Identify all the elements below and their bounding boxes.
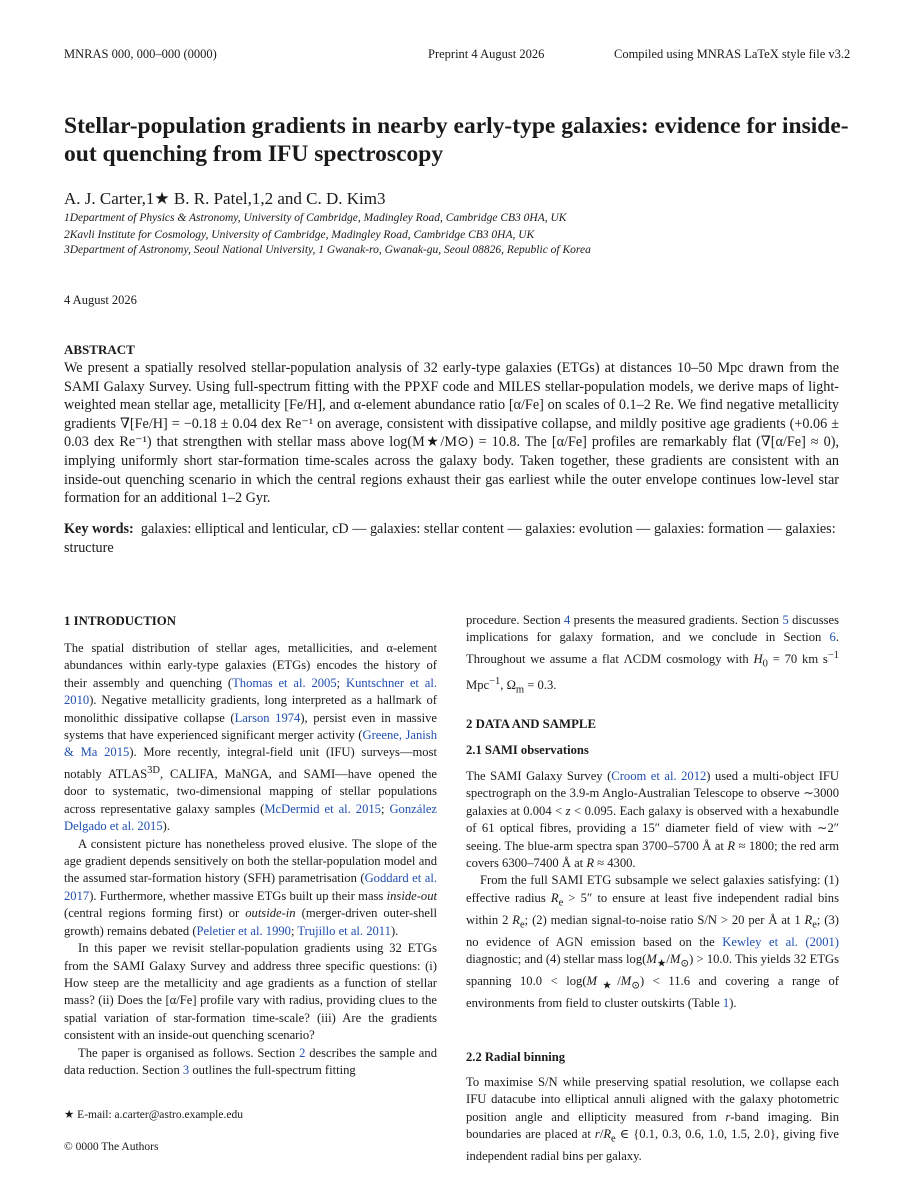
- affiliation-1: 1Department of Physics & Astronomy, University of Cambridge, Madingley Road, Cambridge CB3 0HA, UK: [64, 212, 567, 224]
- citation-link[interactable]: Croom et al. 2012: [611, 769, 707, 783]
- section-link[interactable]: 3: [182, 1062, 190, 1077]
- citation-link[interactable]: Peletier et al. 1990: [196, 923, 291, 938]
- subsection-heading-sami: 2.1 SAMI observations: [466, 743, 589, 757]
- copyright-notice: © 0000 The Authors: [64, 1141, 159, 1153]
- paper-title: Stellar-population gradients in nearby early-type galaxies: evidence for inside-out quenching from IFU spectroscopy: [64, 113, 849, 167]
- citation-link[interactable]: González Delgado et al. 2015: [64, 801, 437, 834]
- author-list: A. J. Carter,1★ B. R. Patel,1,2 and C. D. Kim3: [64, 189, 386, 208]
- section-link[interactable]: 2: [299, 1045, 306, 1060]
- section-heading-introduction: 1 INTRODUCTION: [64, 614, 176, 628]
- table-link[interactable]: 1: [722, 995, 730, 1010]
- citation-link[interactable]: Kuntschner et al. 2010: [64, 675, 437, 708]
- affiliation-2: 2Kavli Institute for Cosmology, University of Cambridge, Madingley Road, Cambridge CB3 0HA, UK: [64, 229, 535, 241]
- intro-paragraph-2: A consistent picture has nonetheless proved elusive. The slope of the age gradient depends sensitively on both the stellar-population model and the assumed star-formation history (SFH) parametrisation (Goddard et al. 2017). Furthermore, whether massive ETGs built up their mass inside-out (central regions forming first) or outside-in (merger-driven outer-shell growth) remains debated (Peletier et al. 1990; Trujillo et al. 2011).: [64, 836, 437, 938]
- affiliation-3: 3Department of Astronomy, Seoul National University, 1 Gwanak-ro, Gwanak-gu, Seoul 08826, Republic of Korea: [64, 244, 591, 256]
- footnote-email: ★ E-mail: a.carter@astro.example.edu: [64, 1109, 243, 1121]
- citation-link[interactable]: Greene, Janish & Ma 2015: [64, 728, 437, 760]
- citation-link[interactable]: Kewley et al. (2001): [722, 934, 840, 949]
- section-link[interactable]: 6: [829, 630, 836, 645]
- radial-binning-body: [466, 1074, 839, 1166]
- section-link[interactable]: 5: [782, 613, 789, 627]
- running-header-journal: MNRAS 000, 000–000 (0000): [64, 47, 217, 61]
- section-link[interactable]: 4: [564, 613, 571, 627]
- sami-observations-body: [466, 768, 839, 1012]
- introduction-continued: [466, 612, 839, 699]
- introduction-body: [64, 640, 437, 1079]
- subsection-heading-binning: 2.2 Radial binning: [466, 1050, 566, 1064]
- intro-paragraph-3: In this paper we revisit stellar-population gradients using 32 ETGs from the SAMI Galaxy Survey and address three specific questions: (i) How steep are the metallicity and age gradients as a function of stellar mass? (ii) Does the [α/Fe] profile vary with radius, providing clues to the spatial variation of star-formation time-scale? (iii) Are the gradients consistent with an inside-out quenching scenario?: [64, 941, 437, 1043]
- section-heading-data: 2 DATA AND SAMPLE: [466, 717, 596, 731]
- binning-paragraph-1: To maximise S/N while preserving spatial resolution, we collapse each IFU datacube into elliptical annuli aligned with the galaxy photometric position angle and ellipticity measured from r-band imaging. Bin boundaries are placed at $r/R_e$ ∈ {0.1, 0.3, 0.6, 1.0, 1.5, 2.0}, giving five independent radial bins per galaxy.: [466, 1075, 839, 1164]
- sami-paragraph-1: The SAMI Galaxy Survey (Croom et al. 2012) used a multi-object IFU spectrograph on the 3.9-m Anglo-Australian Telescope to observe ∼3000 galaxies at 0.004 < z < 0.095. Each galaxy is observed with a hexabundle of 61 optical fibres, providing a 15″ diameter field of view with ∼2″ seeing. The blue-arm spectra span 3700–5700 Å at R ≈ 1800; the red arm covers 6300–7400 Å at R ≈ 4300.: [466, 769, 839, 871]
- intro-paragraph-4: The paper is organised as follows. Section 2 describes the sample and data reduction. Section 3 outlines the full-spectrum fitting: [64, 1045, 437, 1077]
- running-header-date: Preprint 4 August 2026: [428, 47, 545, 61]
- abstract-text: We present a spatially resolved stellar-population analysis of 32 early-type galaxies (ETGs) at distances 10–50 Mpc drawn from the SAMI Galaxy Survey. Using full-spectrum fitting with the PPXF code and MILES stellar-population models, we derive maps of light-weighted mean stellar age, metallicity [Fe/H], and α-element abundance ratio [α/Fe] on scales of 0.1–2 Re. We find negative metallicity gradients ∇[Fe/H] = −0.18 ± 0.04 dex Re⁻¹ on average, consistent with dissipative collapse, and mildly positive age gradients (+0.06 ± 0.03 dex Re⁻¹) that strengthen with stellar mass above log(M★/M⊙) = 10.8. The [α/Fe] profiles are remarkably flat (∇[α/Fe] ≈ 0), implying uniformly short star-formation time-scales across the galaxy body. Taken together, these gradients are consistent with an inside-out quenching scenario in which the central regions exhaust their gas earliest while the outer envelope continues low-level star formation for an additional 1–2 Gyr.: [64, 360, 839, 507]
- sami-paragraph-2: From the full SAMI ETG subsample we select galaxies satisfying: (1) effective radius $R_e > 5''$ to ensure at least five independent radial bins within 2 $R_e$; (2) median signal-to-noise ratio S/N > 20 per Å at 1 $R_e$; (3) no evidence of AGN emission based on the Kewley et al. (2001) diagnostic; and (4) stellar mass $\log(M_★/M_⊙) > 10.0$. This yields 32 ETGs spanning $10.0 < \log(M_★/M_⊙) < 11.6$ and covering a range of environments from field to cluster outskirts (Table 1).: [466, 873, 840, 1010]
- keywords: [64, 520, 842, 558]
- running-header-style: Compiled using MNRAS LaTeX style file v3.2: [614, 47, 851, 61]
- citation-link[interactable]: Larson 1974: [234, 710, 301, 725]
- keywords-text: galaxies: elliptical and lenticular, cD — galaxies: stellar content — galaxies: evolution — galaxies: formation — galaxies: structure: [64, 521, 836, 556]
- intro-paragraph-4-cont: procedure. Section 4 presents the measured gradients. Section 5 discusses implications for galaxy formation, and we conclude in Section 6. Throughout we assume a flat ΛCDM cosmology with $H_0 = 70$ km $s^{-1}$ Mpc$^{-1}$, $\Omega_m = 0.3$.: [466, 613, 839, 696]
- submission-date: 4 August 2026: [64, 293, 137, 307]
- citation-link[interactable]: Trujillo et al. 2011: [297, 923, 391, 938]
- keywords-label: Key words:: [64, 521, 134, 537]
- intro-paragraph-1: The spatial distribution of stellar ages, metallicities, and α-element abundances within early-type galaxies (ETGs) encodes the history of their assembly and quenching (Thomas et al. 2005; Kuntschner et al. 2010). Negative metallicity gradients, long interpreted as a hallmark of monolithic dissipative collapse (Larson 1974), persist even in massive systems that have experienced significant merger activity (Greene, Janish & Ma 2015). More recently, integral-field unit (IFU) surveys—most notably $ATLAS^{3D}$, CALIFA, MaNGA, and SAMI—have opened the door to systematic, two-dimensional mapping of stellar populations across representative galaxy samples (McDermid et al. 2015; González Delgado et al. 2015).: [64, 641, 437, 834]
- citation-link[interactable]: Thomas et al. 2005: [232, 675, 337, 690]
- citation-link[interactable]: Goddard et al. 2017: [64, 871, 437, 903]
- citation-link[interactable]: McDermid et al. 2015: [264, 801, 381, 816]
- abstract-heading: ABSTRACT: [64, 342, 135, 357]
